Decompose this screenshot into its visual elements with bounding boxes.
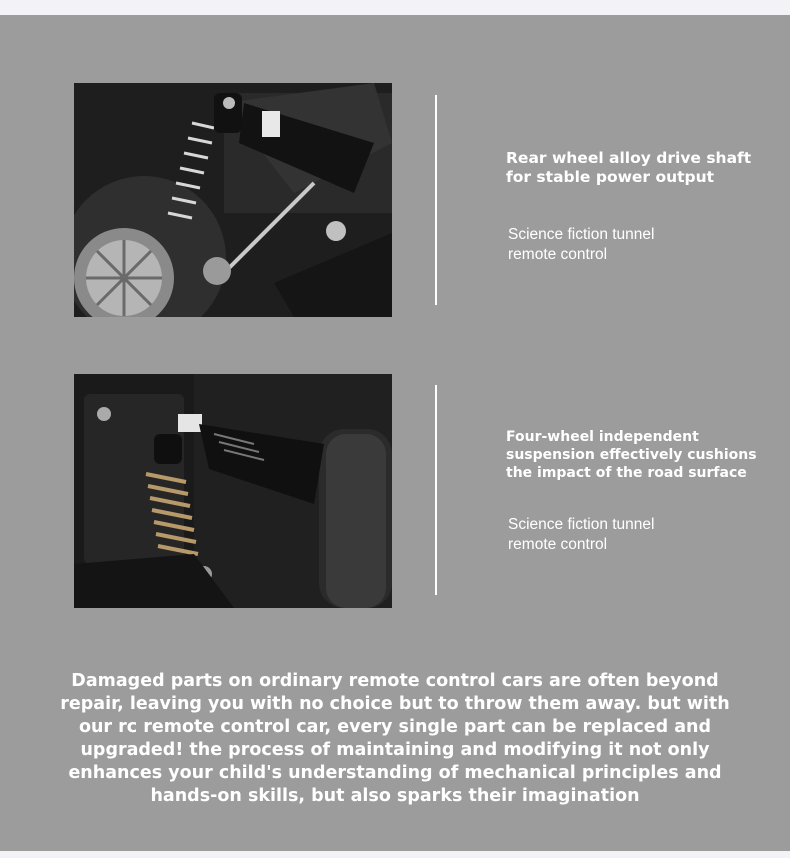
feature-panel <box>0 15 790 851</box>
rear-drive-shaft-photo <box>74 83 392 317</box>
suspension-photo <box>74 374 392 608</box>
feature-subtitle-line: Science fiction tunnel <box>508 516 655 533</box>
divider-line <box>435 95 437 305</box>
feature-subtitle-line: remote control <box>508 246 608 263</box>
feature-subtitle <box>508 515 768 555</box>
feature-title: Four-wheel independent suspension effectively cushions the impact of the road surface <box>506 429 757 481</box>
feature-subtitle-line: Science fiction tunnel <box>508 226 655 243</box>
feature-subtitle-line: remote control <box>508 536 608 553</box>
feature-title: Rear wheel alloy drive shaft for stable power output <box>506 149 752 186</box>
divider-line <box>435 385 437 595</box>
description-paragraph: Damaged parts on ordinary remote control cars are often beyond repair, leaving you with no choice but to throw them away. but with our rc remote control car, every single part can be replaced and upgraded! the process of maintaining and modifying it not only enhances your child's understanding of mechanical principles and hands-on skills, but also sparks their imagination <box>60 671 730 806</box>
feature-subtitle <box>508 225 768 265</box>
